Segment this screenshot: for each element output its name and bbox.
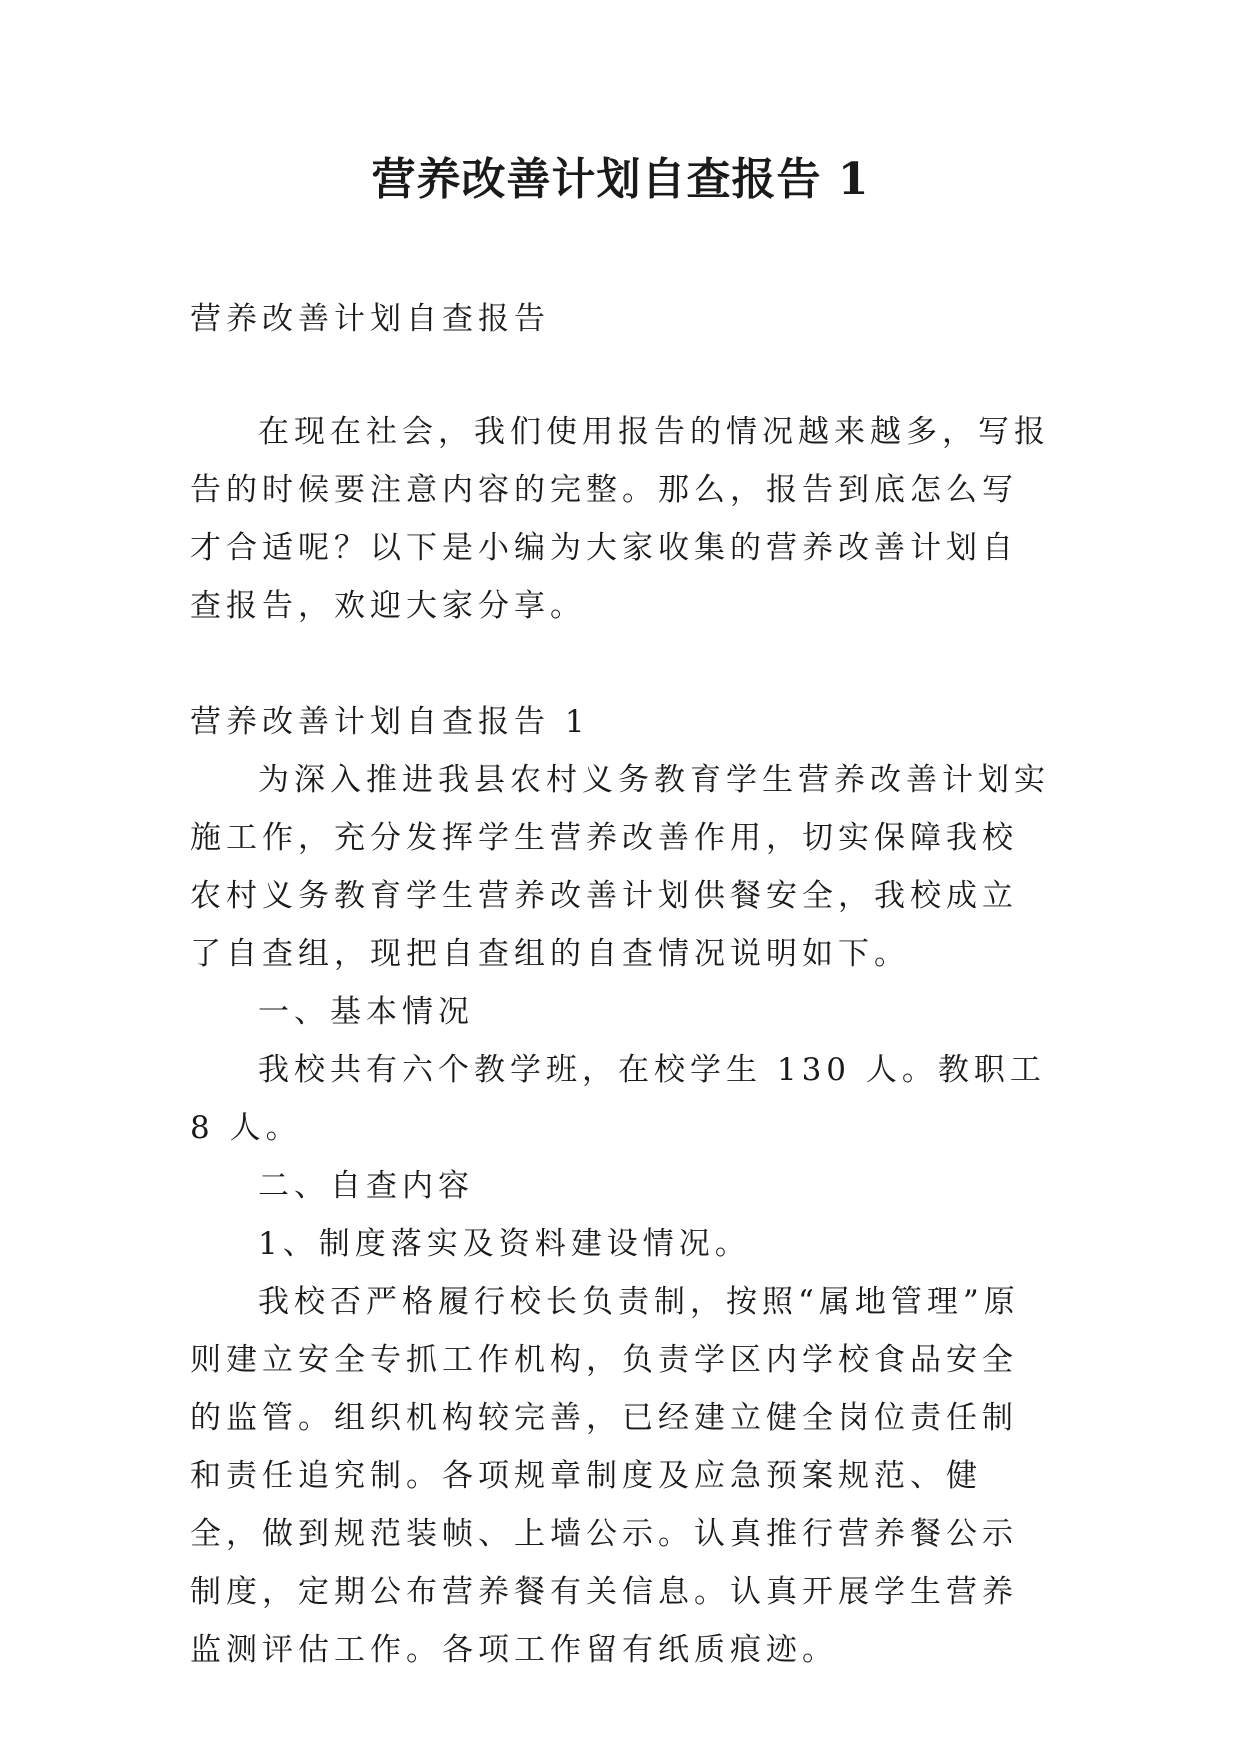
document-subtitle: 营养改善计划自查报告 <box>190 301 550 337</box>
heading-subitem: 1、制度落实及资料建设情况。 <box>258 1226 751 1262</box>
heading-basic-info: 一、基本情况 <box>258 994 474 1030</box>
body-paragraph: 我校否严格履行校长负责制，按照“属地管理”原则建立安全专抓工作机构，负责学区内学校食品安全的监管。组织机构较完善，已经建立健全岗位责任制和责任追究制。各项规章制度及应急预案规范、健全，做到规范装帧、上墙公示。认真推行营养餐公示制度，定期公布营养餐有关信息。认真开展学生营养监测评估工作。各项工作留有纸质痕迹。 <box>190 1284 1020 1668</box>
heading-self-check: 二、自查内容 <box>258 1168 474 1204</box>
intro-paragraph: 在现在社会，我们使用报告的情况越来越多，写报告的时候要注意内容的完整。那么，报告到底怎么写才合适呢？以下是小编为大家收集的营养改善计划自查报告，欢迎大家分享。 <box>190 414 1050 624</box>
body-paragraph: 为深入推进我县农村义务教育学生营养改善计划实施工作，充分发挥学生营养改善作用，切实保障我校农村义务教育学生营养改善计划供餐安全，我校成立了自查组，现把自查组的自查情况说明如下。 <box>190 762 1050 972</box>
section-title: 营养改善计划自查报告 1 <box>190 704 590 740</box>
body-paragraph: 我校共有六个教学班，在校学生 130 人。教职工 8 人。 <box>190 1052 1046 1146</box>
document-body <box>190 290 1050 1679</box>
document-title: 营养改善计划自查报告 1 <box>371 154 870 205</box>
